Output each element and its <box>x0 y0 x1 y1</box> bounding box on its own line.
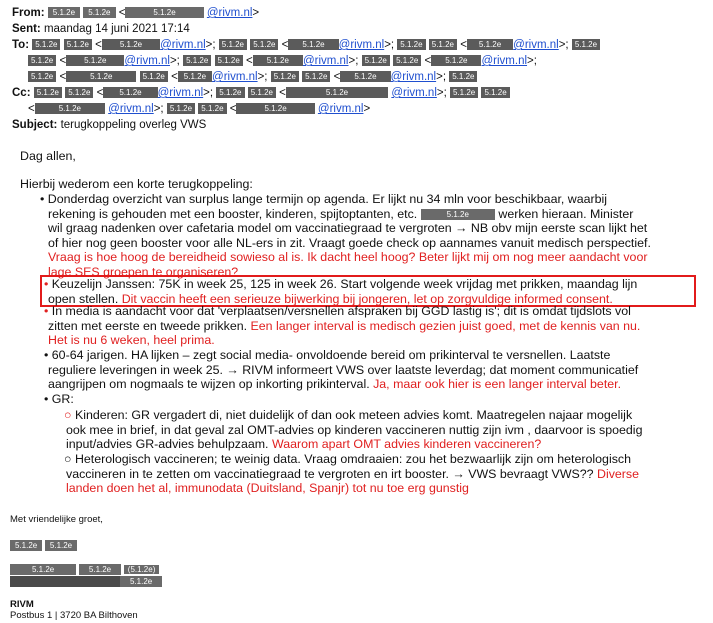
redaction: 5.1.2e <box>288 39 338 50</box>
redaction: 5.1.2e <box>215 55 243 66</box>
redaction: 5.1.2e <box>65 87 93 98</box>
text-line: aangrijpen om nogmaals te wijzen op inkorting prikinterval. <box>48 377 370 391</box>
redaction: 5.1.2e <box>35 103 105 114</box>
redaction-bar <box>10 576 120 587</box>
email-link[interactable]: @rivm.nl <box>390 71 437 83</box>
email-link[interactable]: @rivm.nl <box>481 55 528 67</box>
text-line: wil graag nadenken over cafetaria model om vaccinatiegraad te vergroten → NB obv mijn eerste scan lijkt het <box>48 221 648 235</box>
redaction: 5.1.2e <box>449 71 477 82</box>
signature-redaction-1 <box>10 540 77 552</box>
redaction: 5.1.2e <box>253 55 303 66</box>
redaction: 5.1.2e <box>481 87 509 98</box>
cc-line-2: < 5.1.2e @rivm.nl>; 5.1.2e 5.1.2e < 5.1.2e @rivm.nl> <box>28 103 371 115</box>
to-label: To: <box>12 39 30 51</box>
subject-label: Subject: <box>12 119 58 131</box>
redaction: 5.1.2e <box>34 87 62 98</box>
sent-value: maandag 14 juni 2021 17:14 <box>43 23 190 35</box>
text-line: zitten met eerste en tweede prikken. <box>48 318 248 333</box>
redaction: 5.1.2e <box>219 39 247 50</box>
redaction: 5.1.2e <box>450 87 478 98</box>
redaction: 5.1.2e <box>302 71 330 82</box>
redaction: 5.1.2e <box>397 39 425 50</box>
bullet-dot: • <box>44 277 52 291</box>
intro: Hierbij wederom een korte terugkoppeling: <box>20 177 253 191</box>
redaction: 5.1.2e <box>102 39 160 50</box>
redaction: 5.1.2e <box>248 87 276 98</box>
text-line: rekening is gehouden met een booster, kinderen, spijtoptanten, etc. <box>48 206 418 221</box>
annotation-line: Waarom apart OMT advies kinderen vaccineren? <box>271 437 542 451</box>
redaction: 5.1.2e <box>64 39 92 50</box>
redaction: 5.1.2e <box>32 39 60 50</box>
redaction: 5.1.2e <box>431 55 481 66</box>
redaction: 5.1.2e <box>362 55 390 66</box>
email-link[interactable]: @rivm.nl <box>338 39 385 51</box>
email-link[interactable]: @rivm.nl <box>157 87 204 99</box>
text-line: Keuzelijn Janssen: 75K in week 25, 125 in week 26. Start volgende week vrijdag met prikken, maandag lijn <box>51 277 638 291</box>
redaction: 5.1.2e <box>429 39 457 50</box>
redaction: 5.1.2e <box>216 87 244 98</box>
redaction: 5.1.2e <box>183 55 211 66</box>
redaction: 5.1.2e <box>48 7 80 18</box>
org-address: Postbus 1 | 3720 BA Bilthoven <box>10 610 138 621</box>
annotation-line: landen doen het al, immunodata (Duitsland, Spanjr) tot nu toe erg gunstig <box>66 481 469 495</box>
sent-line <box>12 22 190 36</box>
email-link[interactable]: @rivm.nl <box>108 103 154 115</box>
email-link[interactable]: @rivm.nl <box>206 7 253 19</box>
email-link[interactable]: @rivm.nl <box>317 103 364 115</box>
redaction: 5.1.2e <box>140 71 168 82</box>
annotation-line: Dit vaccin heeft een serieuze bijwerking bij jongeren, let op zorgvuldige informed consent. <box>121 291 613 306</box>
text-line: Kinderen: GR vergadert di, niet duidelijk of dan ook meteen advies komt. Maatregelen najaar mogelijk <box>74 408 633 422</box>
redaction: 5.1.2e <box>572 39 600 50</box>
bullet-3 <box>44 304 640 348</box>
annotation-line: lage SES groepen te organiseren? <box>48 264 239 279</box>
signature-redaction-3 <box>10 576 162 588</box>
redaction: 5.1.2e <box>103 87 157 98</box>
circle-bullet: ○ <box>64 452 75 466</box>
redaction: 5.1.2e <box>66 71 136 82</box>
redaction: 5.1.2e <box>236 103 314 114</box>
redaction: 5.1.2e <box>10 540 42 551</box>
bullet-dot: • <box>40 192 48 206</box>
text-line: of hier nog geen booster voor alle NL-ers in zit. Vraagt goede check op aannames vanuit medisch perspectief. <box>48 235 651 250</box>
redaction: 5.1.2e <box>125 7 203 18</box>
redaction-paren: (5.1.2e) <box>124 565 160 574</box>
email-link[interactable]: @rivm.nl <box>302 55 349 67</box>
redaction: 5.1.2e <box>250 39 278 50</box>
text-line: GR: <box>51 392 74 406</box>
text-line: In media is aandacht voor dat 'verplaatsen/versnellen afspraken bij GGD lastig is'; dit is omdat tijdslots vol <box>51 304 631 318</box>
redaction: 5.1.2e <box>167 103 195 114</box>
redaction: 5.1.2e <box>421 209 495 220</box>
signature-redaction-2 <box>10 564 159 576</box>
cc-label: Cc: <box>12 87 31 99</box>
from-label: From: <box>12 7 45 19</box>
bullet-dot: • <box>44 392 52 406</box>
redaction: 5.1.2e <box>467 39 513 50</box>
email-link[interactable]: @rivm.nl <box>212 71 258 83</box>
bullet-4 <box>44 348 638 392</box>
text-line: werken hieraan. Minister <box>498 206 634 221</box>
redaction: 5.1.2e <box>28 71 56 82</box>
to-line-2: 5.1.2e < 5.1.2e @rivm.nl>; 5.1.2e 5.1.2e < 5.1.2e @rivm.nl>; 5.1.2e 5.1.2e < 5.1.2e @rivm.nl>; <box>28 54 537 68</box>
bullet-2 <box>44 277 637 306</box>
text-line: reguliere leveringen in week 25. → RIVM informeert VWS over laatste leverdag; dat moment communicatief <box>48 362 639 377</box>
to-line-3: 5.1.2e < 5.1.2e 5.1.2e < 5.1.2e @rivm.nl>; 5.1.2e 5.1.2e < 5.1.2e @rivm.nl>; 5.1.2e <box>28 70 477 84</box>
text-line: Heterologisch vaccineren; te weinig data. Vraag omdraaien: zou het bezwaarlijk zijn om heterologisch <box>74 452 631 466</box>
from-line: From: 5.1.2e 5.1.2e < 5.1.2e @rivm.nl> <box>12 7 260 19</box>
text-line: ook mee in brief, in dat geval zal OMT-advies op kinderen vaccineren nuttig zijn ivm , daarvoor is spoedig <box>66 422 643 437</box>
email-link[interactable]: @rivm.nl <box>160 39 206 51</box>
redaction: 5.1.2e <box>198 103 226 114</box>
redaction: 5.1.2e <box>120 576 162 587</box>
redaction: 5.1.2e <box>79 564 121 575</box>
redaction: 5.1.2e <box>178 71 212 82</box>
redaction: 5.1.2e <box>271 71 299 82</box>
redaction: 5.1.2e <box>83 7 115 18</box>
redaction: 5.1.2e <box>393 55 421 66</box>
text-line: open stellen. <box>48 291 119 306</box>
redaction: 5.1.2e <box>286 87 388 98</box>
annotation-line: Ja, maar ook hier is een langer interval beter. <box>373 377 622 391</box>
bullet-1 <box>40 192 651 279</box>
text-line: 60-64 jarigen. HA lijken – zegt social media- onvoldoende bereid om prikinterval te versnellen. Laatste <box>51 348 611 362</box>
to-line-1: To: 5.1.2e 5.1.2e < 5.1.2e @rivm.nl>; 5.1.2e 5.1.2e < 5.1.2e @rivm.nl>; 5.1.2e 5.1.2e < 5.1.2e @rivm.nl>; 5.1.2e <box>12 38 600 52</box>
email-link[interactable]: @rivm.nl <box>391 87 437 99</box>
sub-bullet-1 <box>64 408 642 452</box>
text-line: Donderdag overzicht van surplus lange termijn op agenda. Er lijkt nu 34 mln voor beschikbaar, waarbij <box>47 192 608 206</box>
bullet-dot: • <box>44 304 52 318</box>
email-link[interactable]: @rivm.nl <box>124 55 170 67</box>
redaction: 5.1.2e <box>45 540 77 551</box>
email-link[interactable]: @rivm.nl <box>513 39 559 51</box>
org-name: RIVM <box>10 599 34 610</box>
annotation-line: Vraag is hoe hoog de bereidheid sowieso al is. Ik dacht heel hoog? Beter lijkt mij om nog meer aandacht voor <box>48 250 648 264</box>
sent-label: Sent: <box>12 23 41 35</box>
greeting: Dag allen, <box>20 149 76 163</box>
sub-bullet-2 <box>64 452 639 496</box>
text-line: vaccineren in te zetten om vaccinatiegraad te vergroten en irt booster. → VWS bevraagt VWS?? <box>66 466 594 481</box>
redaction: 5.1.2e <box>340 71 390 82</box>
cc-line-1: Cc: 5.1.2e 5.1.2e < 5.1.2e @rivm.nl>; 5.1.2e 5.1.2e < 5.1.2e @rivm.nl>; 5.1.2e 5.1.2e <box>12 86 510 100</box>
subject-value: terugkoppeling overleg VWS <box>60 119 207 131</box>
closing: Met vriendelijke groet, <box>10 514 103 525</box>
subject-line <box>12 118 206 132</box>
bullet-5 <box>44 392 74 407</box>
annotation-line: Een langer interval is medisch gezien juist goed, met de kennis van nu. <box>250 318 641 333</box>
circle-bullet: ○ <box>64 408 75 422</box>
annotation-line: Diverse <box>597 466 640 481</box>
redaction: 5.1.2e <box>10 564 76 575</box>
redaction: 5.1.2e <box>28 55 56 66</box>
text-line: input/advies GR-advies behulpzaam. <box>66 437 269 451</box>
annotation-line: Het is nu 6 weken, heel prima. <box>48 333 215 347</box>
redaction: 5.1.2e <box>66 55 124 66</box>
bullet-dot: • <box>44 348 52 362</box>
